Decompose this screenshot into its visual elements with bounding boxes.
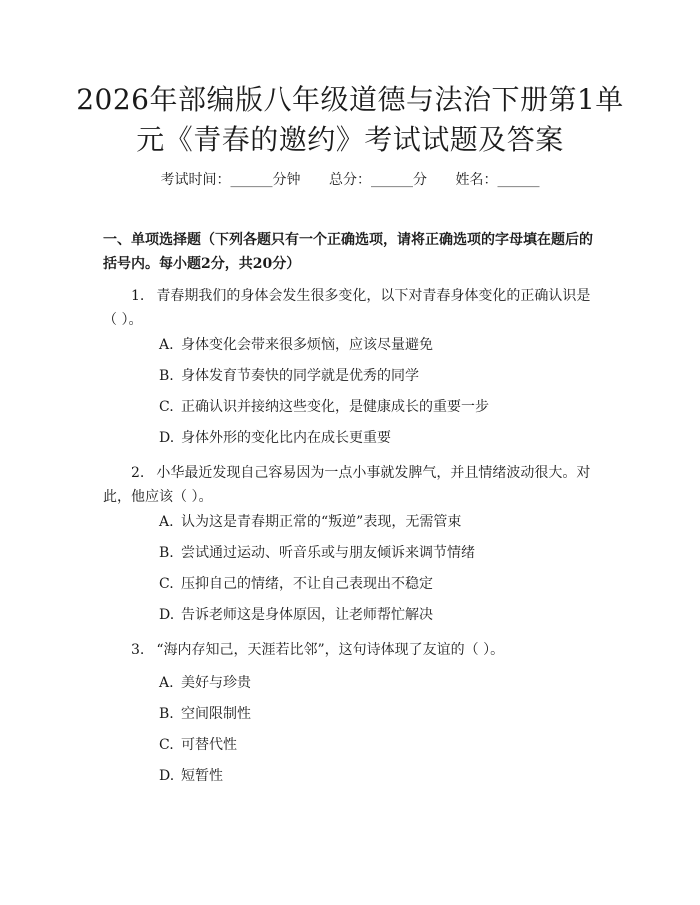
document-title [60, 80, 640, 160]
question-stem [103, 461, 603, 509]
option-item [159, 605, 433, 625]
option-item [159, 543, 475, 563]
option-letter: D. [159, 430, 175, 446]
question-number: 1. [131, 288, 145, 304]
option-item [159, 704, 251, 724]
option-text: 正确认识并接纳这些变化，是健康成长的重要一步 [181, 399, 489, 415]
option-item [159, 335, 433, 355]
option-letter: D. [159, 768, 175, 784]
option-text: 认为这是青春期正常的“叛逆”表现，无需管束 [181, 514, 462, 530]
option-item [159, 735, 237, 755]
option-letter: B. [159, 368, 174, 384]
option-text: 空间限制性 [181, 706, 251, 722]
question-stem [103, 284, 603, 332]
option-text: 身体外形的变化比内在成长更重要 [181, 430, 391, 446]
option-letter: C. [159, 737, 174, 753]
option-letter: D. [159, 607, 175, 623]
question-number: 3. [131, 642, 145, 658]
option-text: 压抑自己的情绪，不让自己表现出不稳定 [181, 576, 433, 592]
option-text: 身体发育节奏快的同学就是优秀的同学 [181, 368, 419, 384]
option-item [159, 512, 461, 532]
option-text: 身体变化会带来很多烦恼，应该尽量避免 [181, 337, 433, 353]
title-line-1: 2026年部编版八年级道德与法治下册第1单 [76, 83, 624, 116]
option-item [159, 366, 419, 386]
option-item [159, 766, 223, 786]
exam-time-field: 考试时间：______分钟 [160, 172, 301, 188]
option-letter: A. [159, 514, 174, 530]
option-letter: C. [159, 399, 174, 415]
option-item [159, 673, 251, 693]
option-text: 可替代性 [181, 737, 237, 753]
option-letter: A. [159, 675, 174, 691]
option-letter: A. [159, 337, 174, 353]
option-letter: B. [159, 706, 174, 722]
question-text: “海内存知己，天涯若比邻”，这句诗体现了友谊的（ ）。 [156, 642, 505, 658]
exam-meta-line [0, 169, 700, 189]
student-name-field: 姓名：______ [455, 172, 540, 188]
total-score-field: 总分：______分 [329, 172, 427, 188]
option-text: 短暂性 [181, 768, 223, 784]
question-number: 2. [131, 465, 145, 481]
option-item [159, 397, 489, 417]
question-text: 青春期我们的身体会发生很多变化，以下对青春身体变化的正确认识是（ ）。 [103, 288, 591, 328]
title-line-2: 元《青春的邀约》考试试题及答案 [136, 123, 564, 156]
question-text: 小华最近发现自己容易因为一点小事就发脾气，并且情绪波动很大。对此，他应该（ ）。 [103, 465, 591, 505]
option-letter: C. [159, 576, 174, 592]
section-heading: 一、单项选择题（下列各题只有一个正确选项，请将正确选项的字母填在题后的括号内。每小题2分，共20分） [103, 232, 593, 272]
option-letter: B. [159, 545, 174, 561]
option-text: 尝试通过运动、听音乐或与朋友倾诉来调节情绪 [181, 545, 475, 561]
option-text: 告诉老师这是身体原因，让老师帮忙解决 [181, 607, 433, 623]
option-item [159, 574, 433, 594]
question-stem [103, 638, 603, 662]
option-text: 美好与珍贵 [181, 675, 251, 691]
option-item [159, 428, 391, 448]
